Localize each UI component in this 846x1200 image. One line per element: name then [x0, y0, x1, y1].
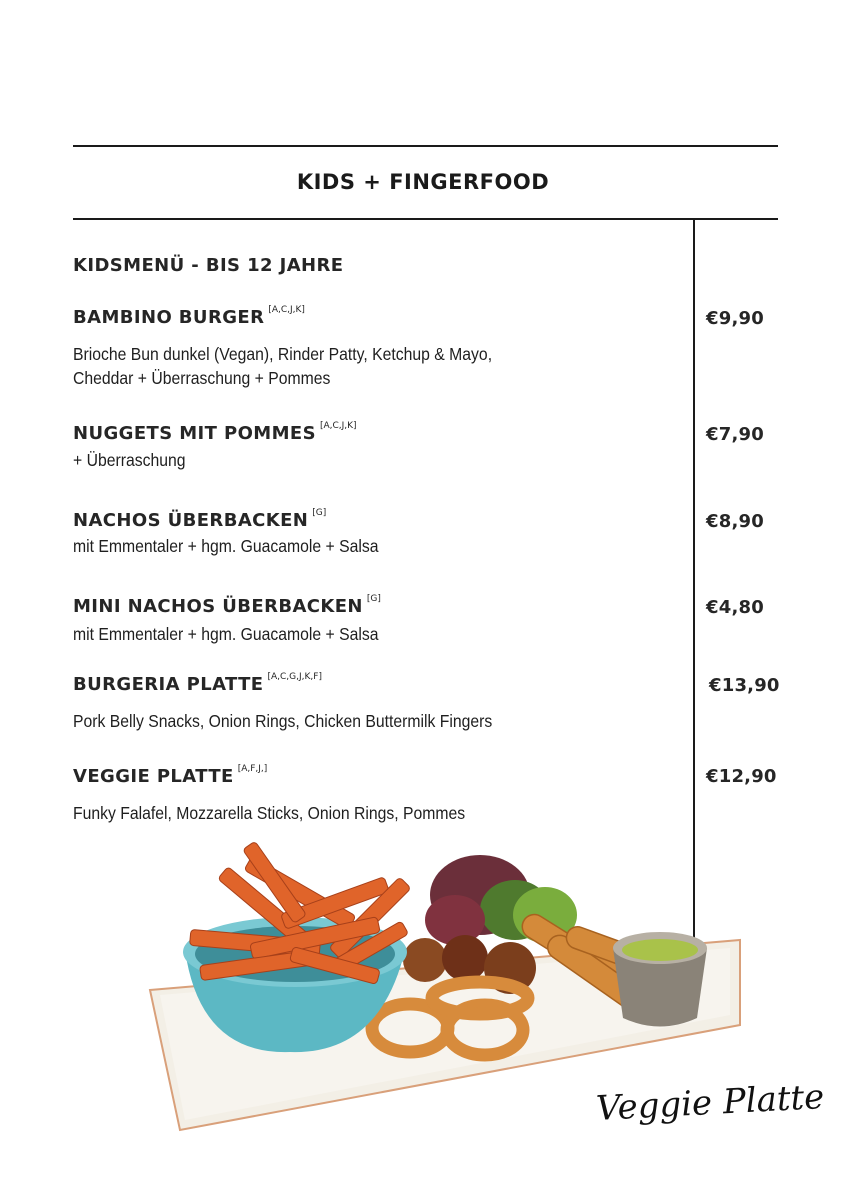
allergen-codes: [A,C,J,K]	[319, 421, 357, 431]
menu-item-name: BURGERIA PLATTE [A,C,G,J,K,F]	[73, 672, 322, 695]
menu-item-price: €13,90	[709, 675, 780, 696]
menu-item-description: Pork Belly Snacks, Onion Rings, Chicken Buttermilk Fingers	[73, 711, 493, 731]
menu-item-price: €4,80	[706, 597, 764, 618]
menu-item-name: VEGGIE PLATTE [A,F,J,]	[73, 764, 268, 787]
menu-item-name: NUGGETS MIT POMMES [A,C,J,K]	[73, 421, 357, 444]
menu-item-price: €12,90	[706, 766, 777, 787]
dip-bowl	[613, 932, 707, 1027]
menu-item-description: + Überraschung	[73, 450, 186, 470]
menu-item-price: €7,90	[706, 424, 764, 445]
top-rule	[73, 145, 778, 147]
allergen-codes: [G]	[366, 594, 381, 604]
allergen-codes: [G]	[312, 508, 327, 518]
allergen-codes: [A,C,J,K]	[268, 305, 305, 315]
menu-item-price: €9,90	[706, 308, 764, 329]
menu-item-description: Funky Falafel, Mozzarella Sticks, Onion Rings, Pommes	[73, 803, 466, 823]
title-bottom-rule	[73, 218, 778, 220]
menu-item-price: €8,90	[706, 511, 764, 532]
menu-item-description: mit Emmentaler + hgm. Guacamole + Salsa	[73, 536, 379, 556]
photo-caption: Veggie Platte	[595, 1077, 826, 1129]
menu-item-description: Brioche Bun dunkel (Vegan), Rinder Patty, Ketchup & Mayo,	[73, 344, 493, 364]
allergen-codes: [A,F,J,]	[237, 764, 268, 774]
menu-item-description: mit Emmentaler + hgm. Guacamole + Salsa	[73, 624, 379, 644]
menu-item-name: MINI NACHOS ÜBERBACKEN [G]	[73, 594, 381, 617]
menu-item-description: Cheddar + Überraschung + Pommes	[73, 368, 331, 388]
price-column-divider	[693, 219, 695, 939]
allergen-codes: [A,C,G,J,K,F]	[267, 672, 322, 682]
section-title: KIDS + FINGERFOOD	[296, 170, 550, 194]
kids-menu-heading: KIDSMENÜ - BIS 12 JAHRE	[73, 255, 344, 276]
menu-item-name: BAMBINO BURGER [A,C,J,K]	[73, 305, 305, 328]
menu-item-name: NACHOS ÜBERBACKEN [G]	[73, 508, 327, 531]
